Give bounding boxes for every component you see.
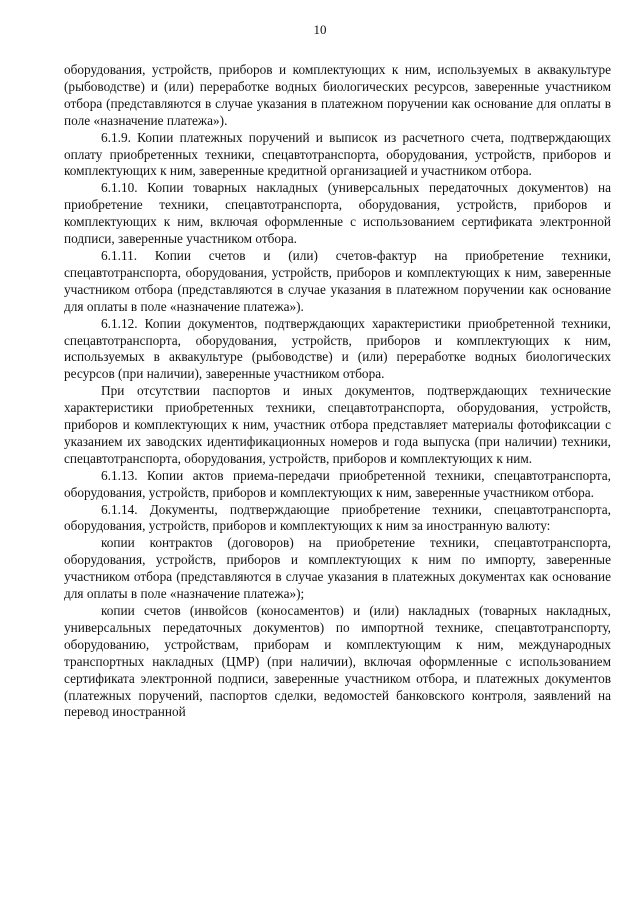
page-number: 10 <box>313 22 327 37</box>
paragraph-6-1-13: 6.1.13. Копии актов приема-передачи приобретенной техники, спецавтотранспорта, оборудования, устройств, приборов и комплектующих к ним, заверенные участником отбора. <box>64 467 611 500</box>
paragraph-contract-copies: копии контрактов (договоров) на приобретение техники, спецавтотранспорта, оборудования, устройств, приборов и комплектующих к ним по импорту, заверенные участником отбора (представляются в случае указания в платежных документах как основание для оплаты в поле «назначение платежа»); <box>64 535 611 602</box>
paragraph-6-1-9: 6.1.9. Копии платежных поручений и выписок из расчетного счета, подтверждающих оплату приобретенных техники, спецавтотранспорта, оборудования, устройств, приборов и комплектующих к ним, заверенные кредитной организацией и участником отбора. <box>64 129 611 179</box>
paragraph-continuation: оборудования, устройств, приборов и комплектующих к ним, используемых в аквакультуре (рыбоводстве) и (или) переработке водных биологических ресурсов, заверенные участником отбора (представляются в случае указания в платежном поручении как основание для оплаты в поле «назначение платежа»). <box>64 62 611 128</box>
paragraph-6-1-12: 6.1.12. Копии документов, подтверждающих характеристики приобретенной техники, спецавтотранспорта, оборудования, устройств, приборов и комплектующих к ним, используемых в аквакультуре (рыбоводстве) и (или) переработке водных биологических ресурсов (при наличии), заверенные участником отбора. <box>64 315 611 382</box>
document-body <box>64 62 611 721</box>
paragraph-invoice-copies: копии счетов (инвойсов (коносаментов) и (или) накладных (товарных накладных, универсальных передаточных документов) по импортной технике, спецавтотранспорту, оборудованию, устройствам, приборам и комплектующим к ним, международных транспортных накладных (ЦМР) (при наличии), включая оформленные с использованием сертификата электронной подписи, заверенные участником отбора, и платежных документов (платежных поручений, паспортов сделки, ведомостей банковского контроля, заявлений на перевод иностранной <box>64 603 611 720</box>
paragraph-no-passports: При отсутствии паспортов и иных документов, подтверждающих технические характеристики приобретенных техники, спецавтотранспорта, оборудования, устройств, приборов и комплектующих к ним, участник отбора представляет материалы фотофиксации с указанием их заводских идентификационных номеров и года выпуска (при наличии) техники, спецавтотранспорта, оборудования, устройств, приборов и комплектующих к ним. <box>64 383 611 466</box>
paragraph-6-1-10: 6.1.10. Копии товарных накладных (универсальных передаточных документов) на приобретение техники, спецавтотранспорта, оборудования, устройств, приборов и комплектующих к ним, включая оформленные с использованием сертификата электронной подписи, заверенные участником отбора. <box>64 180 611 247</box>
paragraph-6-1-11: 6.1.11. Копии счетов и (или) счетов-фактур на приобретение техники, спецавтотранспорта, оборудования, устройств, приборов и комплектующих к ним, заверенные участником отбора (представляются в случае указания в платежном поручении как основание для оплаты в поле «назначение платежа»). <box>64 247 611 314</box>
paragraph-6-1-14: 6.1.14. Документы, подтверждающие приобретение техники, спецавтотранспорта, оборудования, устройств, приборов и комплектующих к ним за иностранную валюту: <box>64 501 611 534</box>
